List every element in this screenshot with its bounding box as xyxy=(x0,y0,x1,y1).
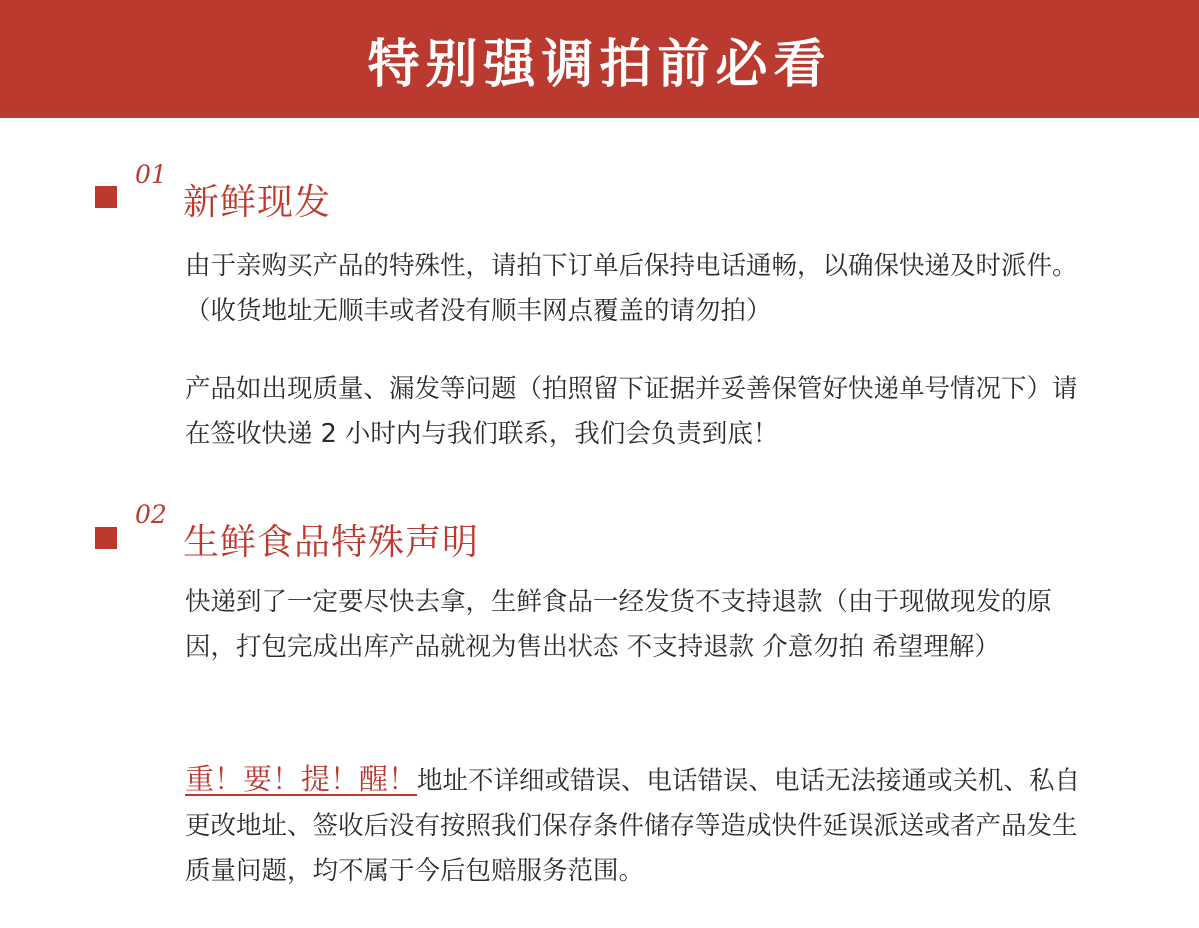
section-number: 01 xyxy=(135,160,167,189)
banner-title: 特别强调拍前必看 xyxy=(367,34,832,95)
section-number: 02 xyxy=(135,500,167,529)
red-square-bullet-icon xyxy=(95,527,117,549)
red-square-bullet-icon xyxy=(95,186,117,208)
notice-paragraph xyxy=(185,757,1085,894)
section-title: 生鲜食品特殊声明 xyxy=(183,522,480,563)
section-title: 新鲜现发 xyxy=(183,182,332,223)
section-paragraph: 快递到了一定要尽快去拿，生鲜食品一经发货不支持退款（由于现做现发的原因，打包完成出库产品就视为售出状态 不支持退款 介意勿拍 希望理解） xyxy=(185,587,1053,662)
section-paragraph: 由于亲购买产品的特殊性，请拍下订单后保持电话通畅，以确保快递及时派件。（收货地址无顺丰或者没有顺丰网点覆盖的请勿拍） xyxy=(185,251,1078,326)
important-notice-label: 重！要！提！醒！ xyxy=(185,762,418,796)
section-paragraph: 产品如出现质量、漏发等问题（拍照留下证据并妥善保管好快递单号情况下）请在签收快递 2 小时内与我们联系，我们会负责到底！ xyxy=(185,374,1078,449)
notice-text: 地址不详细或错误、电话错误、电话无法接通或关机、私自更改地址、签收后没有按照我们保存条件储存等造成快件延误派送或者产品发生质量问题，均不属于今后包赔服务范围。 xyxy=(185,766,1081,886)
header-banner xyxy=(0,0,1199,118)
